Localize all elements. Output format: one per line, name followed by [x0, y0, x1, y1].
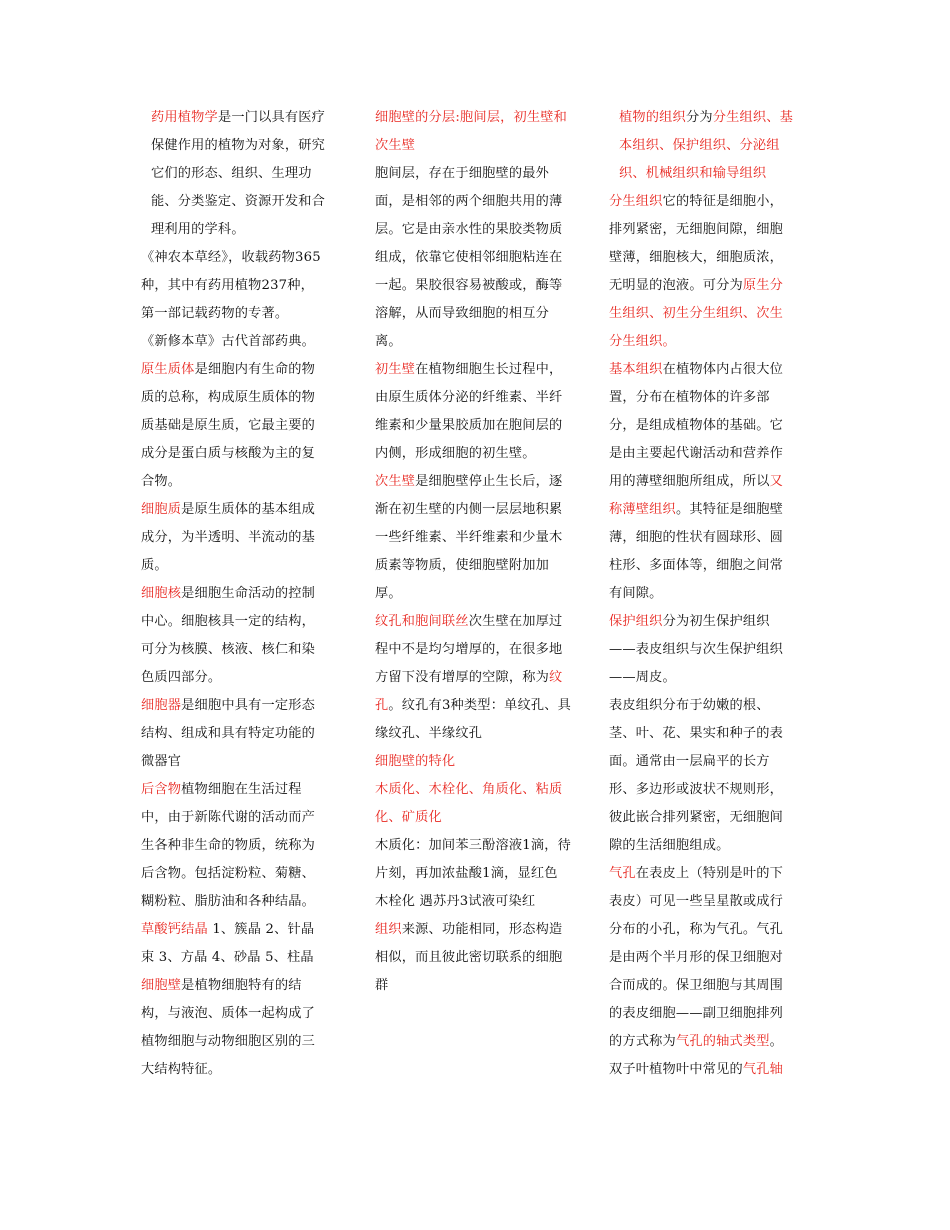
body-text: 。其特征是细胞壁薄，细胞的性状有圆球形、圆柱形、多面体等，细胞之间常有间隙。 — [609, 502, 784, 601]
paragraph — [141, 244, 327, 328]
highlighted-term: 组织 — [375, 922, 402, 937]
highlighted-term: 又称薄壁组织 — [609, 474, 784, 517]
body-text: 木质化：加间苯三酚溶液1滴，待片刻，再加浓盐酸1滴，显红色 — [375, 838, 572, 881]
body-text: 分为初生保护组织——表皮组织与次生保护组织——周皮。 — [609, 614, 784, 685]
paragraph — [609, 356, 795, 608]
paragraph — [141, 496, 327, 580]
body-text: 《新修本草》古代首部药典。 — [141, 334, 316, 349]
highlighted-term: 木质化、木栓化、角质化、粘质化、矿质化 — [375, 782, 563, 825]
paragraph — [609, 104, 795, 188]
paragraph — [141, 692, 327, 776]
body-text: 《神农本草经》，收载药物365种，其中有药用植物237种，第一部记载药物的专著。 — [141, 250, 321, 321]
highlighted-term: 药用植物学 — [151, 110, 218, 125]
paragraph — [375, 832, 575, 888]
paragraph — [141, 916, 327, 972]
highlighted-term: 植物的组织 — [619, 110, 686, 125]
body-text: 是细胞壁停止生长后，逐渐在初生壁的内侧一层层地积累一些纤维素、半纤维素和少量木质素等物质，使细胞壁附加加厚。 — [375, 474, 563, 601]
highlighted-term: 细胞核 — [141, 586, 182, 601]
paragraph — [375, 916, 575, 1000]
body-text: 分为 — [685, 110, 713, 125]
body-text: 次生壁在加厚过程中不是均匀增厚的，在很多地方留下没有增厚的空隙，称为 — [375, 614, 563, 685]
text-column-2 — [375, 104, 575, 1000]
body-text: 它的特征是细胞小，排列紧密，无细胞间隙，细胞壁薄，细胞核大，细胞质浓，无明显的泡液。可分为 — [609, 194, 784, 293]
paragraph — [141, 972, 327, 1084]
paragraph — [141, 356, 327, 496]
body-text: 是细胞内有生命的物质的总称，构成原生质体的物质基础是原生质，它最主要的成分是蛋白质与核酸为主的复合物。 — [141, 362, 316, 489]
paragraph — [375, 776, 575, 832]
body-text: 是细胞中具有一定形态结构、组成和具有特定功能的微器官 — [141, 698, 316, 769]
paragraph — [375, 356, 575, 468]
body-text: 。 — [769, 1034, 784, 1049]
paragraph — [375, 748, 575, 776]
body-text: 是细胞生命活动的控制中心。细胞核具一定的结构，可分为核膜、核液、核仁和染色质四部分。 — [141, 586, 316, 685]
paragraph — [375, 468, 575, 608]
highlighted-term: 原生质体 — [141, 362, 195, 377]
highlighted-term: 气孔 — [609, 866, 636, 881]
highlighted-term: 后含物 — [141, 782, 182, 797]
highlighted-term: 气孔的轴式类型 — [675, 1034, 770, 1049]
body-text: 植物细胞在生活过程中，由于新陈代谢的活动而产生各种非生命的物质，统称为后含物。包括淀粉粒、菊糖、糊粉粒、脂肪油和各种结晶。 — [141, 782, 316, 909]
highlighted-term: 分生组织 — [609, 194, 663, 209]
paragraph — [609, 860, 795, 1056]
body-text: 胞间层，存在于细胞壁的最外面，是相邻的两个细胞共用的薄层。它是由亲水性的果胶类物质组成，依靠它使相邻细胞粘连在一起。果胶很容易被酸或，酶等溶解，从而导致细胞的相互分离。 — [375, 166, 563, 349]
highlighted-term: 分生组织、基本组织、保护组织、分泌组织、机械组织和输导组织 — [619, 110, 794, 181]
paragraph — [609, 188, 795, 356]
body-text: 木栓化 遇苏丹3试液可染红 — [375, 894, 536, 909]
highlighted-term: 细胞壁的分层:胞间层，初生壁和次生壁 — [375, 110, 568, 153]
paragraph — [141, 776, 327, 916]
text-column-1 — [141, 104, 327, 1084]
highlighted-term: 纹孔和胞间联丝 — [375, 614, 469, 629]
body-text: 在植物细胞生长过程中，由原生质体分泌的纤维素、半纤维素和少量果胶质加在胞间层的内侧，形成细胞的初生壁。 — [375, 362, 563, 461]
paragraph — [609, 608, 795, 692]
body-text: 表皮组织分布于幼嫩的根、茎、叶、花、果实和种子的表面。通常由一层扁平的长方形、多边形或波状不规则形，彼此嵌合排列紧密，无细胞间隙的生活细胞组成。 — [609, 698, 784, 853]
body-text: 在植物体内占很大位置，分布在植物体的许多部分，是组成植物体的基础。它是由主要起代谢活动和营养作用的薄壁细胞所组成，所以 — [609, 362, 784, 489]
paragraph — [609, 692, 795, 860]
highlighted-term: 初生壁 — [375, 362, 416, 377]
paragraph — [375, 888, 575, 916]
paragraph — [141, 104, 327, 244]
body-text: 双子叶植物叶中常见的 — [609, 1062, 743, 1077]
text-column-3 — [609, 104, 795, 1084]
highlighted-term: 气孔轴 — [742, 1062, 784, 1077]
body-text: 是植物细胞特有的结构，与液泡、质体一起构成了植物细胞与动物细胞区别的三大结构特征。 — [141, 978, 316, 1077]
paragraph — [141, 328, 327, 356]
highlighted-term: 基本组织 — [609, 362, 663, 377]
body-text: 在表皮上（特别是叶的下表皮）可见一些呈星散或成行分布的小孔，称为气孔。气孔是由两个半月形的保卫细胞对合而成的。保卫细胞与其周围的表皮细胞——副卫细胞排列的方式称为 — [609, 866, 784, 1049]
body-text: 是一门以具有医疗保健作用的植物为对象，研究它们的形态、组织、生理功能、分类鉴定、资源开发和合理利用的学科。 — [151, 110, 326, 237]
highlighted-term: 纹孔 — [375, 670, 563, 713]
highlighted-term: 细胞质 — [141, 502, 182, 517]
body-text: 是原生质体的基本组成成分，为半透明、半流动的基质。 — [141, 502, 316, 573]
paragraph — [375, 608, 575, 748]
paragraph — [375, 104, 575, 160]
paragraph — [375, 160, 575, 356]
body-text: 。纹孔有3种类型：单纹孔、具缘纹孔、半缘纹孔 — [375, 698, 572, 741]
highlighted-term: 次生壁 — [375, 474, 416, 489]
paragraph — [141, 580, 327, 692]
highlighted-term: 细胞壁的特化 — [375, 754, 456, 769]
highlighted-term: 细胞壁 — [141, 978, 182, 993]
highlighted-term: 细胞器 — [141, 698, 182, 713]
highlighted-term: 原生分生组织、初生分生组织、次生分生组织。 — [609, 278, 784, 349]
highlighted-term: 草酸钙结晶 — [141, 922, 208, 937]
body-text: 1、簇晶 2、针晶束 3、方晶 4、砂晶 5、柱晶 — [141, 922, 315, 965]
body-text: 来源、功能相同，形态构造相似，而且彼此密切联系的细胞群 — [375, 922, 563, 993]
highlighted-term: 保护组织 — [609, 614, 663, 629]
paragraph — [609, 1056, 795, 1084]
